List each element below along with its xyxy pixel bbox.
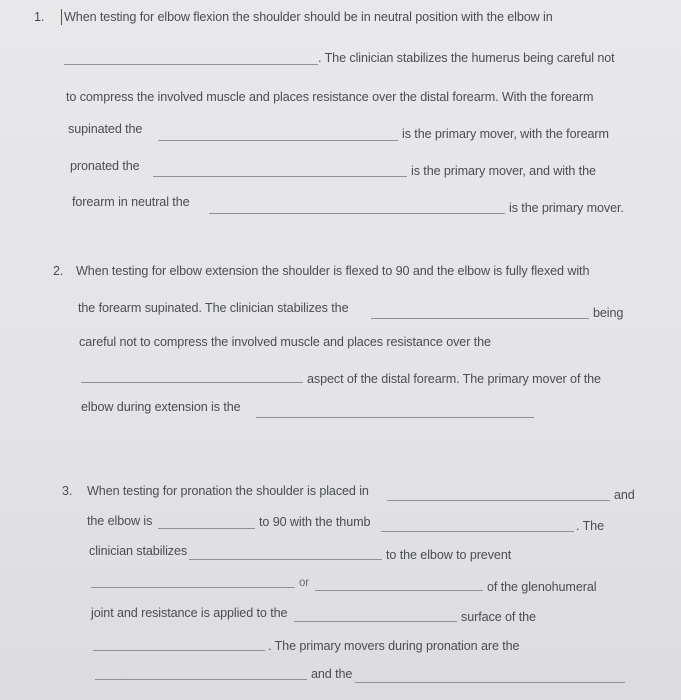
- question-1-text-supinated-end: is the primary mover, with the forearm: [402, 127, 609, 141]
- question-3-text-or: or: [299, 577, 310, 589]
- question-1-text-line-2: . The clinician stabilizes the humerus being careful not: [318, 51, 615, 65]
- question-1-text-pronated: pronated the: [70, 159, 140, 173]
- question-1-text-line-1: When testing for elbow flexion the shoulder should be in neutral position with the elbow in: [64, 10, 553, 24]
- question-3-text-surface: surface of the: [461, 610, 536, 624]
- question-1-text-pronated-end: is the primary mover, and with the: [411, 164, 596, 178]
- question-1-number: 1.: [34, 10, 45, 24]
- question-2-number: 2.: [53, 264, 64, 278]
- question-3-number: 3.: [62, 484, 73, 498]
- question-3-text-stabilizes: clinician stabilizes: [89, 544, 188, 558]
- answer-blank-2-2[interactable]: [81, 382, 303, 383]
- answer-blank-3-4[interactable]: [189, 559, 382, 560]
- question-2-text-line-3: careful not to compress the involved muscle and places resistance over the: [79, 335, 491, 349]
- answer-blank-3-10[interactable]: [355, 682, 625, 683]
- answer-blank-2-1[interactable]: [371, 318, 589, 319]
- answer-blank-1-3[interactable]: [153, 176, 407, 177]
- answer-blank-1-1[interactable]: [64, 64, 318, 65]
- answer-blank-3-8[interactable]: [93, 650, 265, 651]
- answer-blank-3-1[interactable]: [387, 500, 610, 501]
- answer-blank-3-9[interactable]: [95, 679, 307, 680]
- question-2-text-line-2: the forearm supinated. The clinician stabilizes the: [78, 301, 349, 315]
- answer-blank-1-2[interactable]: [158, 140, 398, 141]
- answer-blank-3-7[interactable]: [294, 621, 457, 622]
- question-1-text-supinated: supinated the: [68, 122, 143, 136]
- question-2-text-line-1: When testing for elbow extension the shoulder is flexed to 90 and the elbow is fully flexed with: [76, 264, 590, 278]
- text-cursor: [61, 9, 62, 25]
- question-3-text-primary-movers: . The primary movers during pronation are the: [268, 639, 520, 653]
- question-2-text-line-4: aspect of the distal forearm. The primary mover of the: [307, 372, 601, 386]
- question-3-text-thumb: to 90 with the thumb: [259, 515, 371, 529]
- question-3-text-prevent: to the elbow to prevent: [386, 548, 512, 562]
- answer-blank-1-4[interactable]: [209, 213, 505, 214]
- question-1-text-line-3: to compress the involved muscle and places resistance over the distal forearm. With the forearm: [66, 90, 594, 104]
- question-3-text-and-the: and the: [311, 667, 353, 681]
- answer-blank-3-3[interactable]: [381, 531, 574, 532]
- question-3-text-line-1: When testing for pronation the shoulder is placed in: [87, 484, 369, 498]
- answer-blank-2-3[interactable]: [256, 417, 534, 418]
- question-1-text-neutral: forearm in neutral the: [72, 195, 190, 209]
- question-3-text-and: and: [614, 488, 635, 502]
- answer-blank-3-6[interactable]: [315, 590, 483, 591]
- answer-blank-3-2[interactable]: [158, 528, 255, 529]
- question-2-text-being: being: [593, 306, 624, 320]
- answer-blank-3-5[interactable]: [91, 587, 295, 588]
- question-3-text-glenohumeral: of the glenohumeral: [487, 580, 597, 594]
- question-3-text-joint: joint and resistance is applied to the: [91, 606, 288, 620]
- question-1-text-neutral-end: is the primary mover.: [509, 201, 624, 215]
- question-3-text-the: . The: [576, 519, 604, 533]
- question-3-text-elbow-is: the elbow is: [87, 514, 153, 528]
- question-2-text-line-5: elbow during extension is the: [81, 400, 241, 414]
